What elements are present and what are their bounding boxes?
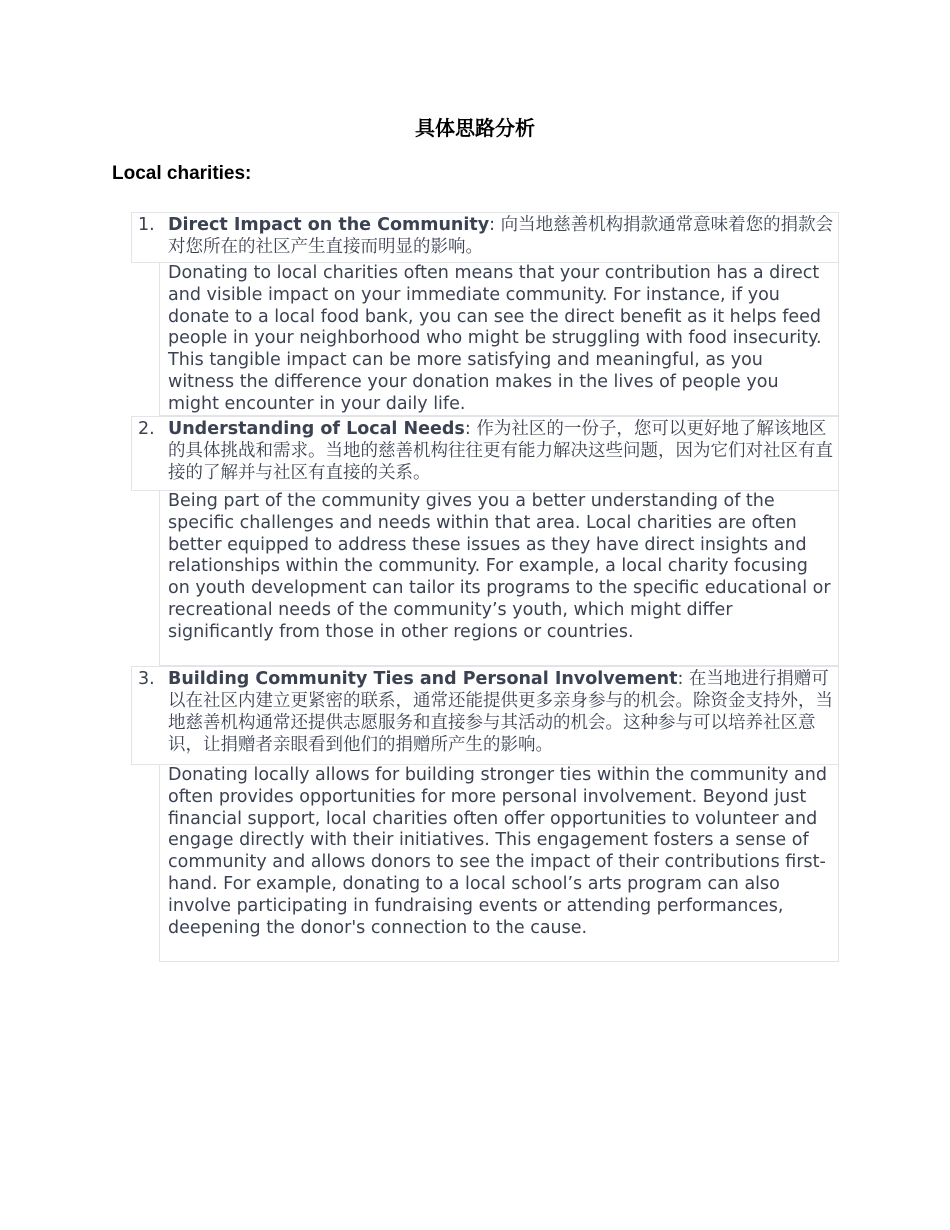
list-item-heading: Building Community Ties and Personal Involvement	[168, 669, 678, 689]
list-item-summary: Building Community Ties and Personal Involvement: 在当地进行捐赠可以在社区内建立更紧密的联系，通常还能提供更多亲身参与的机会。除资金支持外，当地慈善机构通常还提供志愿服务和直接参与其活动的机会。这种参与可以培养社区意识，让捐赠者亲眼看到他们的捐赠所产生的影响。	[168, 669, 833, 755]
list-item-header	[131, 416, 839, 491]
page-title: 具体思路分析	[415, 118, 535, 140]
list-item-number: 3.	[138, 669, 155, 689]
list-item-heading: Understanding of Local Needs	[168, 419, 465, 439]
list-item-heading: Direct Impact on the Community	[168, 215, 490, 235]
list-item-body: Being part of the community gives you a better understanding of the specific challenges and needs within that area. Local charities are often better equipped to address these issues as they have direct insights and relationships within the community. For example, a local charity focusing on youth development can tailor its programs to the specific educational or recreational needs of the community’s youth, which might differ significantly from those in other regions or countries.	[159, 491, 839, 666]
list-item-summary-zh: 作为社区的一份子，您可以更好地了解该地区的具体挑战和需求。当地的慈善机构往往更有能力解决这些问题，因为它们对社区有直接的了解并与社区有直接的关系。	[168, 419, 833, 483]
list-item-header	[131, 666, 839, 765]
list-item-summary: Direct Impact on the Community: 向当地慈善机构捐款通常意味着您的捐款会对您所在的社区产生直接而明显的影响。	[168, 215, 834, 257]
numbered-list	[131, 212, 839, 962]
list-item-number: 1.	[138, 215, 155, 235]
list-item-summary-zh: 向当地慈善机构捐款通常意味着您的捐款会对您所在的社区产生直接而明显的影响。	[168, 215, 834, 257]
section-heading: Local charities:	[112, 163, 252, 184]
list-item-summary: Understanding of Local Needs: 作为社区的一份子，您可以更好地了解该地区的具体挑战和需求。当地的慈善机构往往更有能力解决这些问题，因为它们对社区有直接的了解并与社区有直接的关系。	[168, 419, 833, 483]
list-item-body: Donating to local charities often means that your contribution has a direct and visible impact on your immediate community. For instance, if you donate to a local food bank, you can see the direct benefit as it helps feed people in your neighborhood who might be struggling with food insecurity. This tangible impact can be more satisfying and meaningful, as you witness the difference your donation makes in the lives of people you might encounter in your daily life.	[159, 263, 839, 416]
list-item-body: Donating locally allows for building stronger ties within the community and often provides opportunities for more personal involvement. Beyond just financial support, local charities often offer opportunities to volunteer and engage directly with their initiatives. This engagement fosters a sense of community and allows donors to see the impact of their contributions first-hand. For example, donating to a local school’s arts program can also involve participating in fundraising events or attending performances, deepening the donor's connection to the cause.	[159, 765, 839, 962]
list-item-header	[131, 212, 839, 263]
list-item-summary-zh: 在当地进行捐赠可以在社区内建立更紧密的联系，通常还能提供更多亲身参与的机会。除资金支持外，当地慈善机构通常还提供志愿服务和直接参与其活动的机会。这种参与可以培养社区意识，让捐赠者亲眼看到他们的捐赠所产生的影响。	[168, 669, 833, 755]
list-item-number: 2.	[138, 419, 155, 439]
